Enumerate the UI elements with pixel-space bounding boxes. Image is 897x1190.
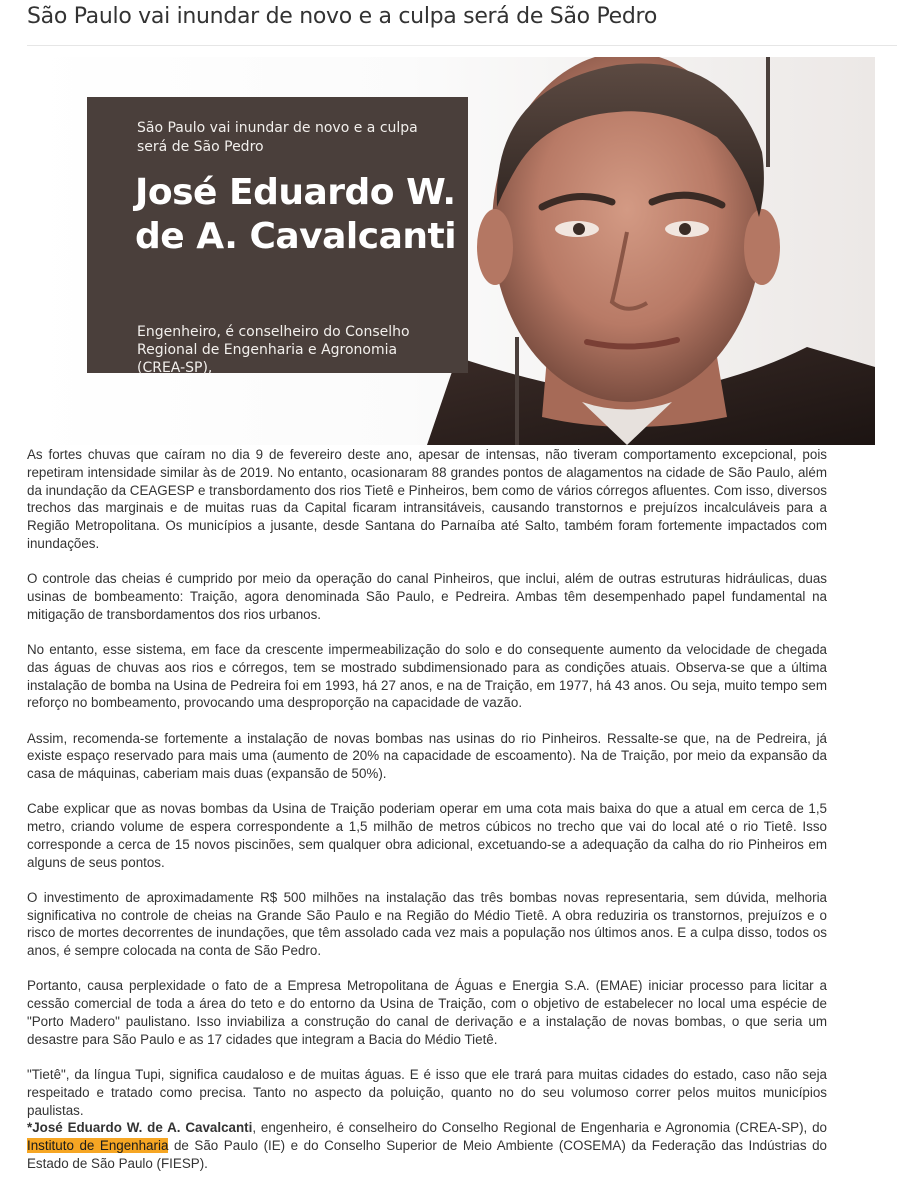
author-note-name: *José Eduardo W. de A. Cavalcanti [27, 1120, 253, 1136]
article-body [27, 446, 827, 1190]
page-title: São Paulo vai inundar de novo e a culpa será de São Pedro [27, 4, 657, 29]
article-paragraph: Assim, recomenda-se fortemente a instalação de novas bombas nas usinas do rio Pinheiros. Ressalte-se que, na de Pedreira, já existe espaço reservado para mais uma (aumento de 20% na capacidade de escoamento). Na de Traição, por meio da expansão da casa de máquinas, caberiam mais duas (expansão de 50%). [27, 730, 827, 782]
author-note [27, 1119, 827, 1172]
author-note-text-end: de São Paulo (IE) e do Conselho Superior de Meio Ambiente (COSEMA) da Federação das Indústrias do Estado de São Paulo (FIESP). [27, 1138, 827, 1172]
instituto-de-engenharia-link[interactable]: Instituto de Engenharia [27, 1138, 169, 1154]
article-paragraph: Portanto, causa perplexidade o fato de a Empresa Metropolitana de Águas e Energia S.A. (EMAE) iniciar processo para licitar a cessão comercial de toda a área do teto e do entorno da Usina de Traição, com o objetivo de estabelecer no local uma espécie de "Porto Madero" paulistano. Isso inviabiliza a construção do canal de derivação e a instalação de novas bombas, o que seria um desastre para São Paulo e as 17 cidades que integram a Bacia do Médio Tietê. [27, 978, 827, 1047]
author-name: José Eduardo W. de A. Cavalcanti [135, 172, 457, 257]
card-subtitle: São Paulo vai inundar de novo e a culpa será de São Pedro [137, 120, 418, 155]
article-paragraph: O controle das cheias é cumprido por meio da operação do canal Pinheiros, que inclui, além de outras estruturas hidráulicas, duas usinas de bombeamento: Traição, agora denominada São Paulo, e Pedreira. Ambas têm desempenhado papel fundamental na mitigação de transbordamentos dos rios urbanos. [27, 571, 827, 622]
article-paragraph: No entanto, esse sistema, em face da crescente impermeabilização do solo e do consequente aumento da velocidade de chegada das águas de chuvas aos rios e córregos, tem se mostrado subdimensionado para as condições atuais. Observa-se que a última instalação de bomba na Usina de Pedreira foi em 1993, há 27 anos, e na de Traição, em 1977, há 43 anos. Ou seja, muito tempo sem reforço no bombeamento, provocando uma desproporção na capacidade de vazão. [27, 641, 827, 711]
hero-banner [27, 57, 875, 445]
title-divider [27, 45, 897, 46]
author-note-text: , engenheiro, é conselheiro do Conselho Regional de Engenharia e Agronomia (CREA-SP), do [252, 1120, 827, 1136]
author-card [87, 97, 468, 376]
article-paragraph: As fortes chuvas que caíram no dia 9 de fevereiro deste ano, apesar de intensas, não tiveram comportamento excepcional, pois repetiram intensidade similar às de 2019. No entanto, ocasionaram 88 grandes pontos de alagamentos na cidade de São Paulo, além da inundação da CEAGESP e transbordamento dos rios Tietê e Pinheiros, bem como de vários córregos afluentes. Com isso, diversos trechos das marginais e de muitas ruas da Capital ficaram intransitáveis, causando transtornos e prejuízos incalculáveis para a Região Metropolitana. Os municípios a jusante, desde Santana do Parnaíba até Salto, também foram fortemente impactados com inundações. [27, 447, 827, 551]
author-role: Engenheiro, é conselheiro do Conselho Regional de Engenharia e Agronomia (CREA-SP), [137, 324, 410, 376]
article-paragraph: Cabe explicar que as novas bombas da Usina de Traição poderiam operar em uma cota mais baixa do que a atual em cerca de 1,5 metro, criando volume de espera correspondente a 1,5 milhão de metros cúbicos no trecho que vai do local até o rio Tietê. Isso corresponde a cerca de 15 novos piscinões, sem qualquer obra adicional, excetuando-se a adequação da calha do rio Pinheiros em alguns de seus pontos. [27, 801, 827, 870]
article-paragraph: "Tietê", da língua Tupi, significa caudaloso e de muitas águas. E é isso que ele trará para muitas cidades do estado, caso não seja respeitado e tratado como precisa. Tanto no aspecto da poluição, quanto no do seu volumoso correr pelos muitos municípios paulistas. [27, 1067, 827, 1118]
article-paragraph: O investimento de aproximadamente R$ 500 milhões na instalação das três bombas novas representaria, sem dúvida, melhoria significativa no controle de cheias na Grande São Paulo e na Região do Médio Tietê. A obra reduziria os transtornos, prejuízos e o risco de mortes decorrentes de inundações, que têm assolado cada vez mais a população nos últimos anos. E a culpa disso, todos os anos, é sempre colocada na conta de São Pedro. [27, 889, 827, 959]
